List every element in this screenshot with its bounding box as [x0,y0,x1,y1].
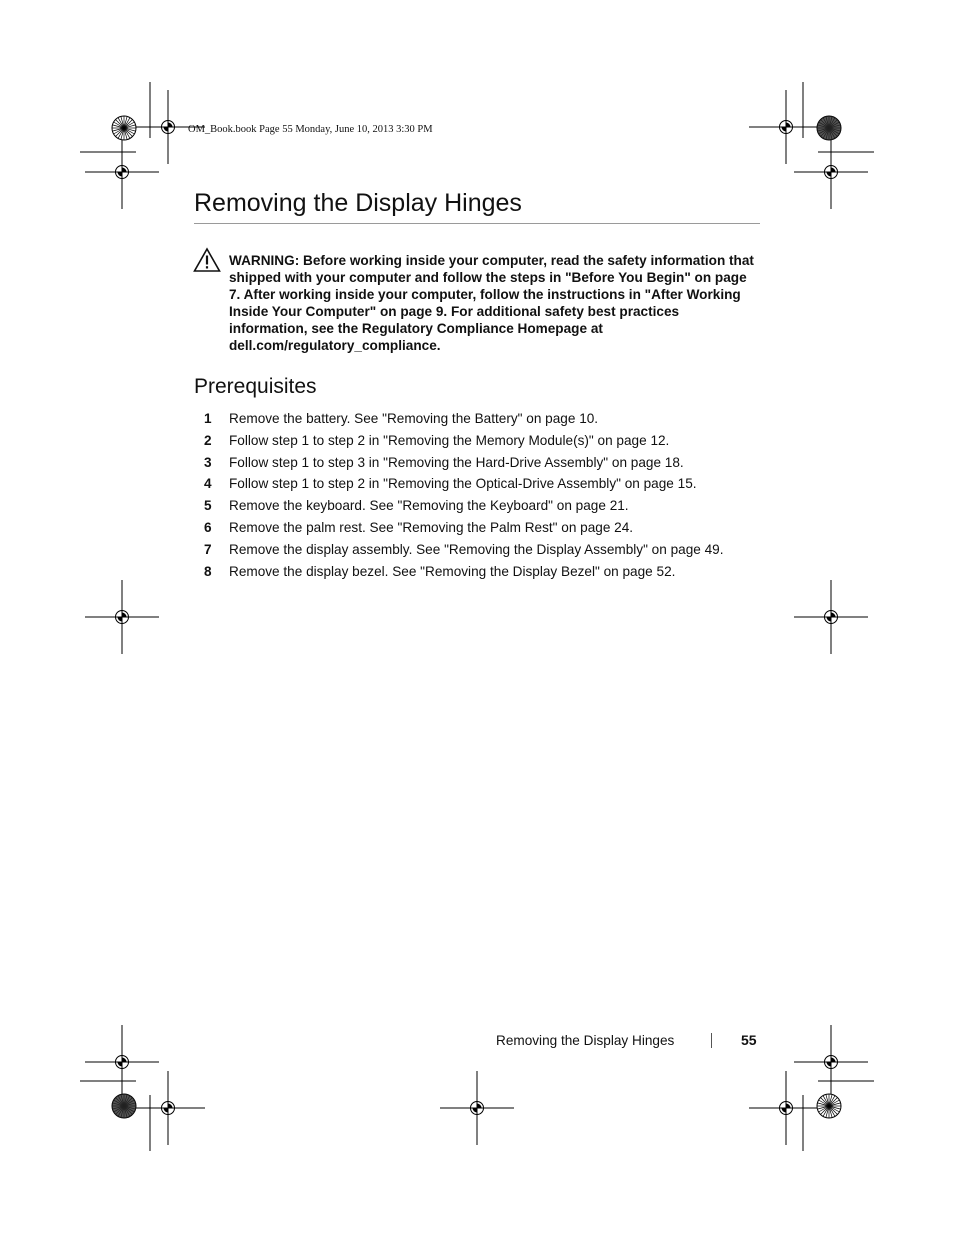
step-text: Remove the keyboard. See "Removing the Keyboard" on page 21. [229,498,629,514]
warning-triangle-icon [193,247,221,273]
registration-mark [794,135,868,209]
warning-text: WARNING: Before working inside your computer, read the safety information that shipped with your computer and follow the steps in "Before You Begin" on page 7. After working inside your computer, follow the instructions in "After Working Inside Your Computer" on page 9. For additional safety best practices information, see the Regulatory Compliance Homepage at dell.com/regulatory_compliance. [229,253,754,353]
step-text: Follow step 1 to step 3 in "Removing the Hard-Drive Assembly" on page 18. [229,454,684,470]
step-text: Follow step 1 to step 2 in "Removing the Memory Module(s)" on page 12. [229,432,670,448]
chapter-title: Removing the Display Hinges [194,189,522,217]
step-number: 3 [204,454,212,470]
registration-mark [749,1071,823,1145]
registration-mark [794,1025,868,1099]
step-text: Remove the palm rest. See "Removing the Palm Rest" on page 24. [229,519,634,535]
registration-mark [131,1071,205,1145]
step-text: Follow step 1 to step 2 in "Removing the Optical-Drive Assembly" on page 15. [229,476,697,492]
footer-running-title: Removing the Display Hinges [496,1033,675,1048]
step-number: 5 [204,498,212,514]
step-item [204,431,764,453]
step-number: 8 [204,563,212,579]
registration-mark [85,135,159,209]
step-item [204,409,764,431]
step-item [204,562,764,584]
step-number: 7 [204,541,212,557]
step-item [204,453,764,475]
section-title-prerequisites: Prerequisites [194,375,317,398]
registration-mark [749,90,823,164]
step-text: Remove the battery. See "Removing the Battery" on page 10. [229,411,599,426]
starburst-mark [112,116,136,140]
step-number: 2 [204,432,212,448]
prerequisite-steps [204,409,764,583]
print-slug: OM_Book.book Page 55 Monday, June 10, 2013 3:30 PM [188,124,433,135]
footer-separator [711,1033,712,1048]
step-text: Remove the display assembly. See "Removing the Display Assembly" on page 49. [229,541,724,557]
title-rule [194,223,760,224]
step-item [204,474,764,496]
step-number: 1 [204,411,212,426]
page-number: 55 [741,1032,757,1048]
registration-mark [85,580,159,654]
step-number: 4 [204,476,212,492]
starburst-mark [817,1094,841,1118]
registration-mark [85,1025,159,1099]
step-item [204,540,764,562]
registration-mark [440,1071,514,1145]
step-item [204,518,764,540]
step-item [204,496,764,518]
step-number: 6 [204,519,212,535]
registration-mark [794,580,868,654]
starburst-mark [112,1094,136,1118]
step-text: Remove the display bezel. See "Removing the Display Bezel" on page 52. [229,563,676,579]
starburst-mark [817,116,841,140]
